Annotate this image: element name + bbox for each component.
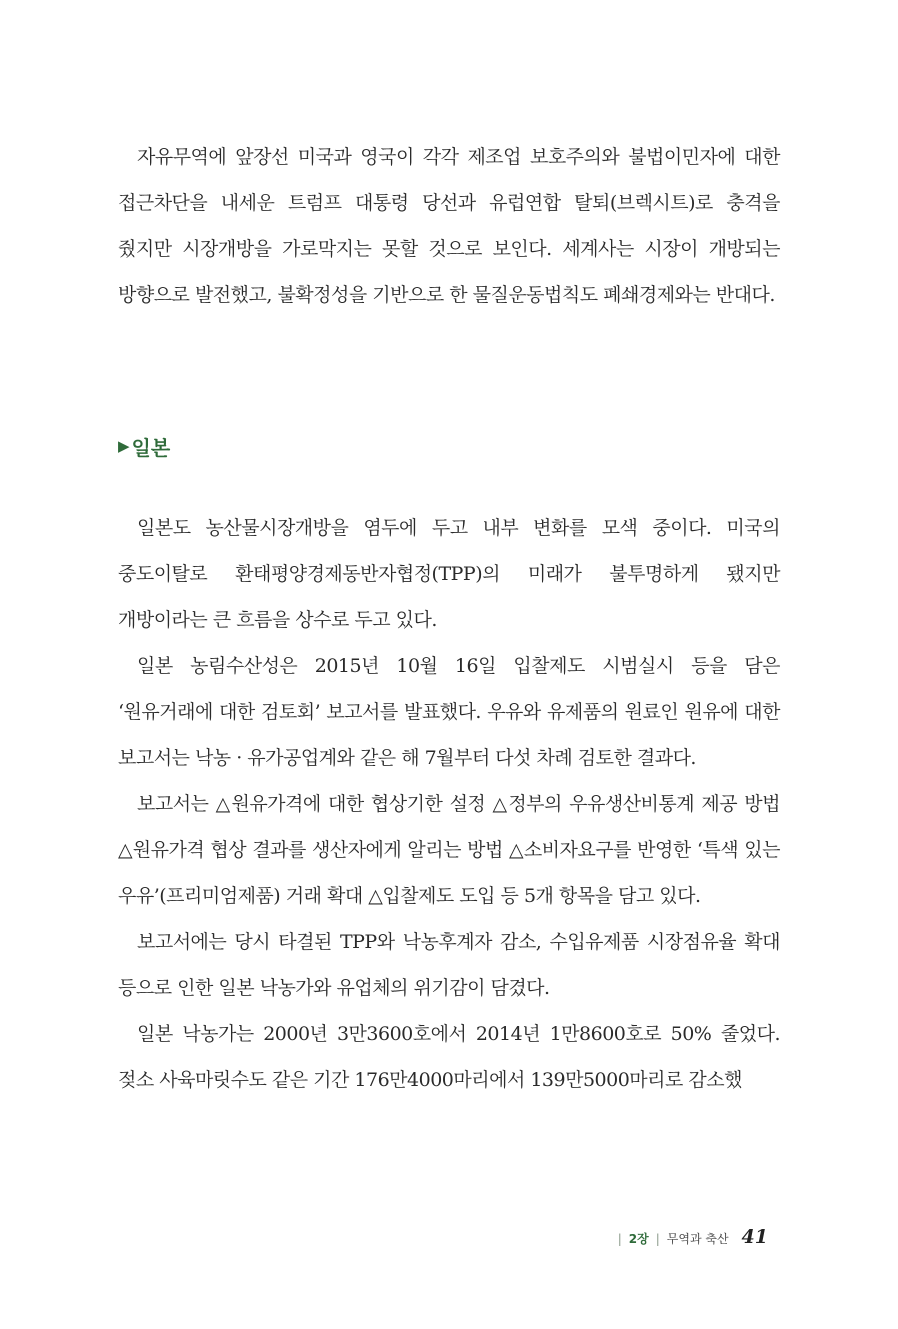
- footer-separator: |: [617, 1232, 622, 1246]
- page-footer: [618, 1226, 768, 1248]
- body-paragraph: 일본도 농산물시장개방을 염두에 두고 내부 변화를 모색 중이다. 미국의 중도이탈로 환태평양경제동반자협정(TPP)의 미래가 불투명하게 됐지만 개방이라는 큰 흐름을 상수로 두고 있다.: [118, 517, 780, 631]
- body-paragraph: 보고서는 △원유가격에 대한 협상기한 설정 △정부의 우유생산비통계 제공 방법 △원유가격 협상 결과를 생산자에게 알리는 방법 △소비자요구를 반영한 ‘특색 있는 우유’(프리미엄제품) 거래 확대 △입찰제도 도입 등 5개 항목을 담고 있다.: [118, 793, 780, 907]
- body-paragraph: 보고서에는 당시 타결된 TPP와 낙농후계자 감소, 수입유제품 시장점유율 확대 등으로 인한 일본 낙농가와 유업체의 위기감이 담겼다.: [118, 931, 780, 999]
- intro-text-block: [118, 134, 780, 318]
- japan-text-block: [118, 505, 780, 1103]
- body-paragraph: 일본 농림수산성은 2015년 10월 16일 입찰제도 시범실시 등을 담은 ‘원유거래에 대한 검토회’ 보고서를 발표했다. 우유와 유제품의 원료인 원유에 대한 보고서는 낙농 · 유가공업계와 같은 해 7월부터 다섯 차례 검토한 결과다.: [118, 655, 780, 769]
- triangle-bullet-icon: ▶: [118, 437, 130, 455]
- intro-paragraph: 자유무역에 앞장선 미국과 영국이 각각 제조업 보호주의와 불법이민자에 대한 접근차단을 내세운 트럼프 대통령 당선과 유럽연합 탈퇴(브렉시트)로 충격을 줬지만 시장개방을 가로막지는 못할 것으로 보인다. 세계사는 시장이 개방되는 방향으로 발전했고, 불확정성을 기반으로 한 물질운동법칙도 폐쇄경제와는 반대다.: [118, 146, 780, 306]
- chapter-title: 무역과 축산: [666, 1232, 729, 1246]
- section-heading: [118, 432, 170, 461]
- page-number: 41: [741, 1226, 768, 1248]
- chapter-label: 2장: [628, 1232, 649, 1246]
- body-paragraph: 일본 낙농가는 2000년 3만3600호에서 2014년 1만8600호로 50% 줄었다. 젖소 사육마릿수도 같은 기간 176만4000마리에서 139만5000마리로 감소했: [118, 1023, 780, 1091]
- footer-separator: |: [655, 1232, 660, 1246]
- section-heading-label: 일본: [131, 436, 171, 460]
